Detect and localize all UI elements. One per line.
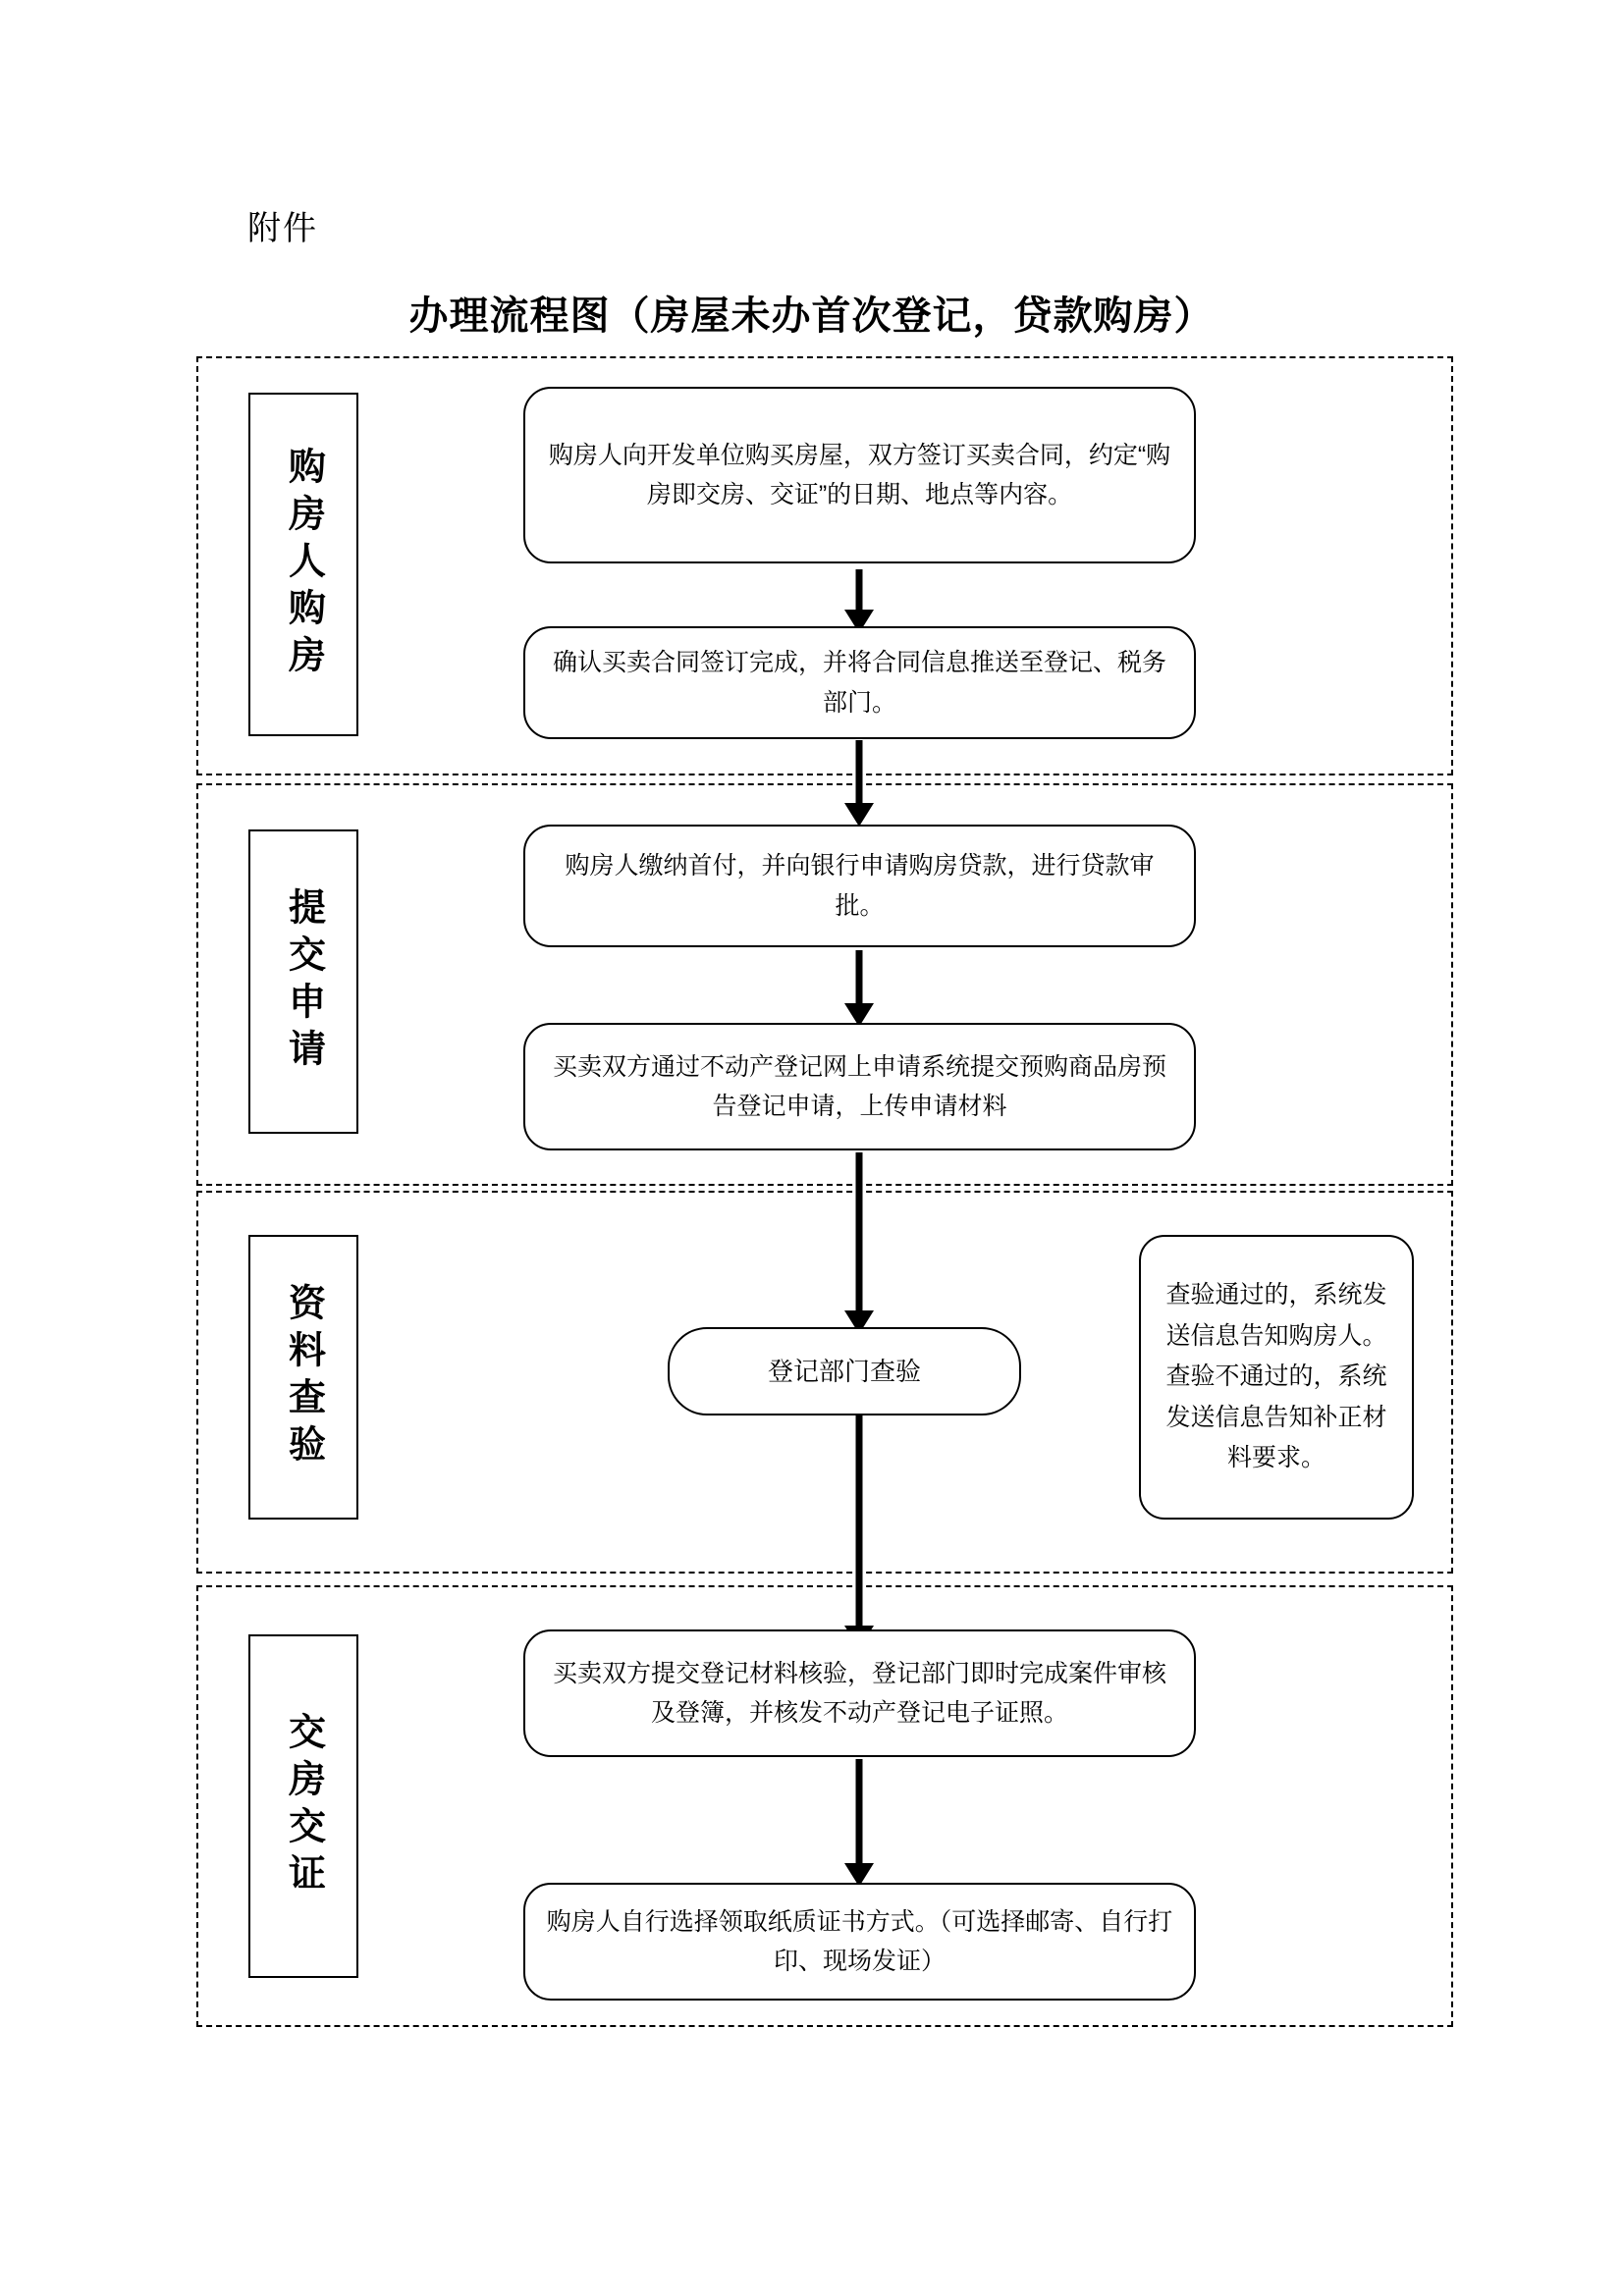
process-box-verify: 登记部门查验: [668, 1327, 1021, 1415]
stage-label-3: 资料查验: [248, 1235, 358, 1520]
verification-note: 查验通过的，系统发送信息告知购房人。查验不通过的，系统发送信息告知补正材料要求。: [1139, 1235, 1414, 1520]
process-box-3: 购房人缴纳首付，并向银行申请购房贷款，进行贷款审批。: [523, 825, 1196, 947]
process-box-1: 购房人向开发单位购买房屋，双方签订买卖合同，约定“购房即交房、交证”的日期、地点等内容。: [523, 387, 1196, 563]
page-title: 办理流程图（房屋未办首次登记，贷款购房）: [408, 294, 1215, 338]
process-box-5: 买卖双方提交登记材料核验，登记部门即时完成案件审核及登簿，并核发不动产登记电子证照。: [523, 1629, 1196, 1757]
stage-label-1: 购房人购房: [248, 393, 358, 736]
process-box-6: 购房人自行选择领取纸质证书方式。（可选择邮寄、自行打印、现场发证）: [523, 1883, 1196, 2001]
stage-label-4: 交房交证: [248, 1634, 358, 1978]
process-box-4: 买卖双方通过不动产登记网上申请系统提交预购商品房预告登记申请，上传申请材料: [523, 1023, 1196, 1150]
process-box-2: 确认买卖合同签订完成，并将合同信息推送至登记、税务部门。: [523, 626, 1196, 739]
attachment-label: 附件: [247, 210, 318, 247]
stage-label-2: 提交申请: [248, 829, 358, 1134]
